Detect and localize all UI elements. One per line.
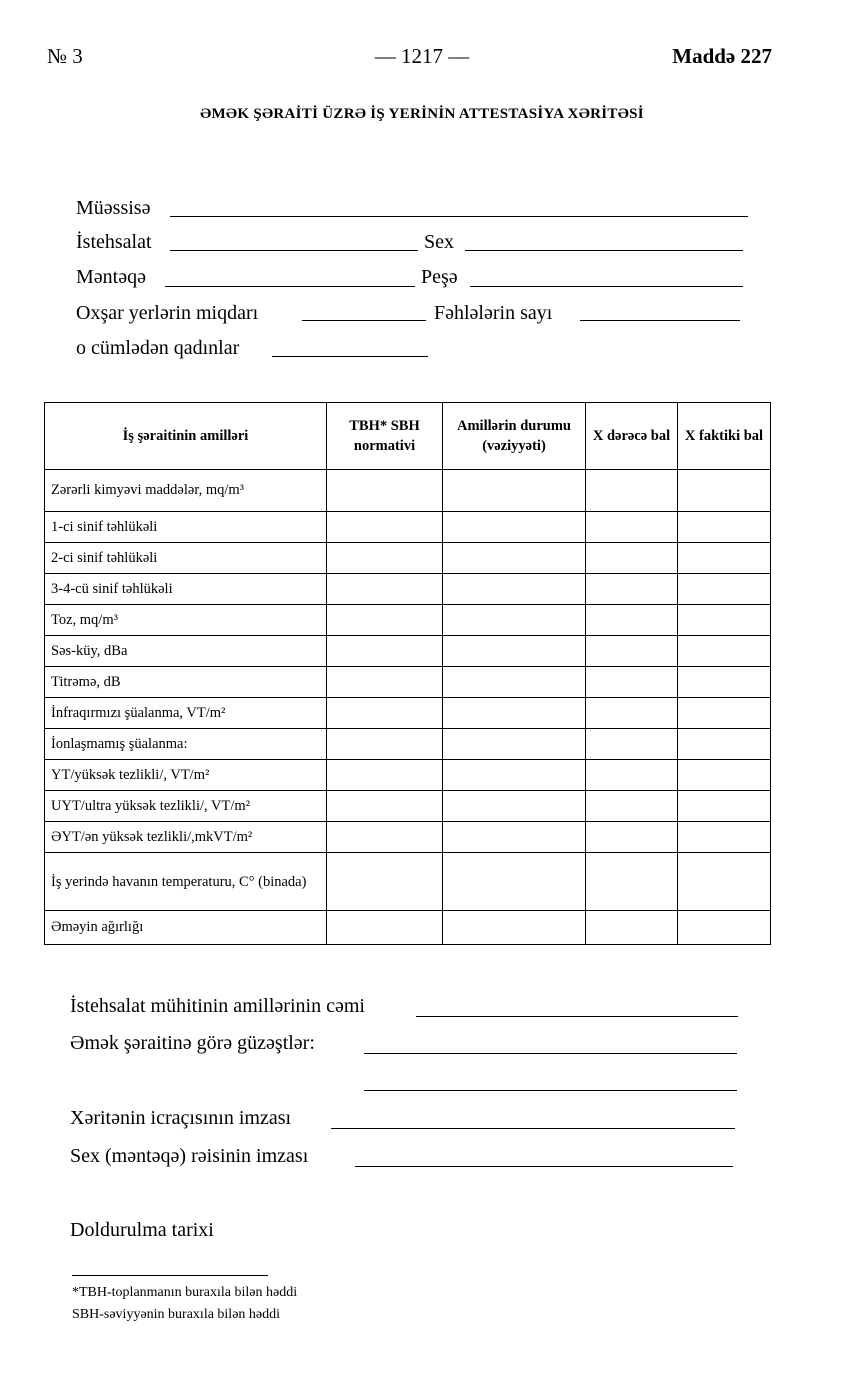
- table-cell[interactable]: [443, 760, 586, 791]
- table-cell[interactable]: [443, 574, 586, 605]
- issue-number: № 3: [47, 44, 83, 68]
- fill-date-label: Doldurulma tarixi: [70, 1219, 214, 1241]
- table-row: [45, 543, 771, 574]
- table-row: [45, 605, 771, 636]
- table-row: [45, 760, 771, 791]
- table-cell[interactable]: [327, 574, 443, 605]
- total-factors-label: İstehsalat mühitinin amillərinin cəmi: [70, 995, 365, 1017]
- table-cell[interactable]: [586, 605, 678, 636]
- header-degree-score: X dərəcə bal: [586, 403, 678, 470]
- row-label: Səs-küy, dBa: [45, 636, 327, 667]
- table-cell[interactable]: [586, 574, 678, 605]
- table-cell[interactable]: [327, 636, 443, 667]
- table-cell[interactable]: [678, 667, 771, 698]
- row-label: 2-ci sinif təhlükəli: [45, 543, 327, 574]
- table-row: [45, 729, 771, 760]
- table-cell[interactable]: [678, 470, 771, 512]
- table-cell[interactable]: [327, 543, 443, 574]
- header-factors: İş şəraitinin amilləri: [45, 403, 327, 470]
- table-cell[interactable]: [327, 698, 443, 729]
- chief-signature-line[interactable]: [355, 1166, 733, 1167]
- table-cell[interactable]: [678, 822, 771, 853]
- table-cell[interactable]: [443, 636, 586, 667]
- production-line[interactable]: [170, 250, 418, 251]
- workshop-label: Sex: [424, 231, 454, 253]
- table-cell[interactable]: [586, 636, 678, 667]
- footnote-sbh: SBH-səviyyənin buraxıla bilən həddi: [72, 1307, 281, 1322]
- row-label: YT/yüksək tezlikli/, VT/m²: [45, 760, 327, 791]
- table-row: [45, 667, 771, 698]
- row-label: Əməyin ağırlığı: [45, 911, 327, 945]
- table-cell[interactable]: [443, 822, 586, 853]
- table-cell[interactable]: [678, 729, 771, 760]
- table-cell[interactable]: [443, 667, 586, 698]
- table-cell[interactable]: [586, 853, 678, 911]
- table-cell[interactable]: [443, 791, 586, 822]
- header-norm: TBH* SBH normativi: [327, 403, 443, 470]
- table-cell[interactable]: [327, 470, 443, 512]
- document-title: ƏMƏK ŞƏRAİTİ ÜZRƏ İŞ YERİNİN ATTESTASİYA XƏRİTƏSİ: [200, 106, 644, 122]
- table-cell[interactable]: [327, 853, 443, 911]
- table-cell[interactable]: [443, 729, 586, 760]
- header-state: Amillərin durumu (vəziyyəti): [443, 403, 586, 470]
- table-cell[interactable]: [586, 698, 678, 729]
- row-label: İonlaşmamış şüalanma:: [45, 729, 327, 760]
- table-cell[interactable]: [586, 543, 678, 574]
- table-cell[interactable]: [586, 911, 678, 945]
- row-label: 3-4-cü sinif təhlükəli: [45, 574, 327, 605]
- row-label: UYT/ultra yüksək tezlikli/, VT/m²: [45, 791, 327, 822]
- table-cell[interactable]: [327, 760, 443, 791]
- table-cell[interactable]: [586, 791, 678, 822]
- row-label: İnfraqırmızı şüalanma, VT/m²: [45, 698, 327, 729]
- table-cell[interactable]: [586, 667, 678, 698]
- row-label: Titrəmə, dB: [45, 667, 327, 698]
- table-cell[interactable]: [586, 729, 678, 760]
- institution-label: Müəssisə: [76, 197, 151, 219]
- table-row: [45, 822, 771, 853]
- table-cell[interactable]: [678, 911, 771, 945]
- table-cell[interactable]: [678, 698, 771, 729]
- profession-label: Peşə: [421, 266, 458, 288]
- table-cell[interactable]: [678, 543, 771, 574]
- table-cell[interactable]: [586, 470, 678, 512]
- table-cell[interactable]: [678, 791, 771, 822]
- table-cell[interactable]: [327, 791, 443, 822]
- production-label: İstehsalat: [76, 231, 152, 253]
- table-cell[interactable]: [586, 760, 678, 791]
- table-cell[interactable]: [678, 605, 771, 636]
- table-row: [45, 574, 771, 605]
- table-cell[interactable]: [327, 822, 443, 853]
- table-cell[interactable]: [586, 512, 678, 543]
- women-label: o cümlədən qadınlar: [76, 337, 240, 359]
- profession-line[interactable]: [470, 286, 743, 287]
- table-cell[interactable]: [327, 667, 443, 698]
- section-label: Məntəqə: [76, 266, 146, 288]
- benefits-line-1[interactable]: [364, 1053, 737, 1054]
- table-cell[interactable]: [443, 911, 586, 945]
- table-cell[interactable]: [327, 911, 443, 945]
- workers-count-line[interactable]: [580, 320, 740, 321]
- executor-signature-label: Xəritənin icraçısının imzası: [70, 1107, 292, 1129]
- table-cell[interactable]: [586, 822, 678, 853]
- table-cell[interactable]: [443, 698, 586, 729]
- table-row: [45, 698, 771, 729]
- footnote-tbh: *TBH-toplanmanın buraxıla bilən həddi: [72, 1285, 298, 1300]
- row-label: Zərərli kimyəvi maddələr, mq/m³: [45, 470, 327, 512]
- workers-count-label: Fəhlələrin sayı: [434, 302, 553, 324]
- chief-signature-label: Sex (məntəqə) rəisinin imzası: [70, 1145, 309, 1167]
- table-row: [45, 512, 771, 543]
- table-cell[interactable]: [678, 574, 771, 605]
- similar-places-label: Oxşar yerlərin miqdarı: [76, 302, 259, 324]
- women-line[interactable]: [272, 356, 428, 357]
- table-row: [45, 470, 771, 512]
- table-cell[interactable]: [327, 605, 443, 636]
- row-label: ƏYT/ən yüksək tezlikli/,mkVT/m²: [45, 822, 327, 853]
- row-label: Toz, mq/m³: [45, 605, 327, 636]
- executor-signature-line[interactable]: [331, 1128, 735, 1129]
- table-cell[interactable]: [443, 605, 586, 636]
- header-actual-score: X faktiki bal: [678, 403, 771, 470]
- table-cell[interactable]: [327, 729, 443, 760]
- table-row: [45, 911, 771, 945]
- table-cell[interactable]: [443, 512, 586, 543]
- section-line[interactable]: [165, 286, 415, 287]
- benefits-label: Əmək şəraitinə görə güzəştlər:: [70, 1032, 315, 1054]
- table-row: [45, 636, 771, 667]
- workshop-line[interactable]: [465, 250, 743, 251]
- table-header-row: [45, 403, 771, 470]
- institution-line[interactable]: [170, 216, 748, 217]
- table-cell[interactable]: [327, 512, 443, 543]
- row-label: 1-ci sinif təhlükəli: [45, 512, 327, 543]
- benefits-line-2[interactable]: [364, 1090, 737, 1091]
- table-cell[interactable]: [443, 853, 586, 911]
- footnote-separator: [72, 1275, 268, 1276]
- table-cell[interactable]: [678, 853, 771, 911]
- table-cell[interactable]: [678, 512, 771, 543]
- row-label: İş yerində havanın temperaturu, C° (binada): [45, 853, 327, 911]
- table-cell[interactable]: [678, 760, 771, 791]
- total-factors-line[interactable]: [416, 1016, 738, 1017]
- table-cell[interactable]: [678, 636, 771, 667]
- table-row: [45, 791, 771, 822]
- table-cell[interactable]: [443, 470, 586, 512]
- attestation-table: [44, 402, 771, 945]
- table-row: [45, 853, 771, 911]
- page-number: — 1217 —: [374, 44, 470, 68]
- article-number: Maddə 227: [672, 44, 772, 68]
- table-cell[interactable]: [443, 543, 586, 574]
- similar-places-line[interactable]: [302, 320, 426, 321]
